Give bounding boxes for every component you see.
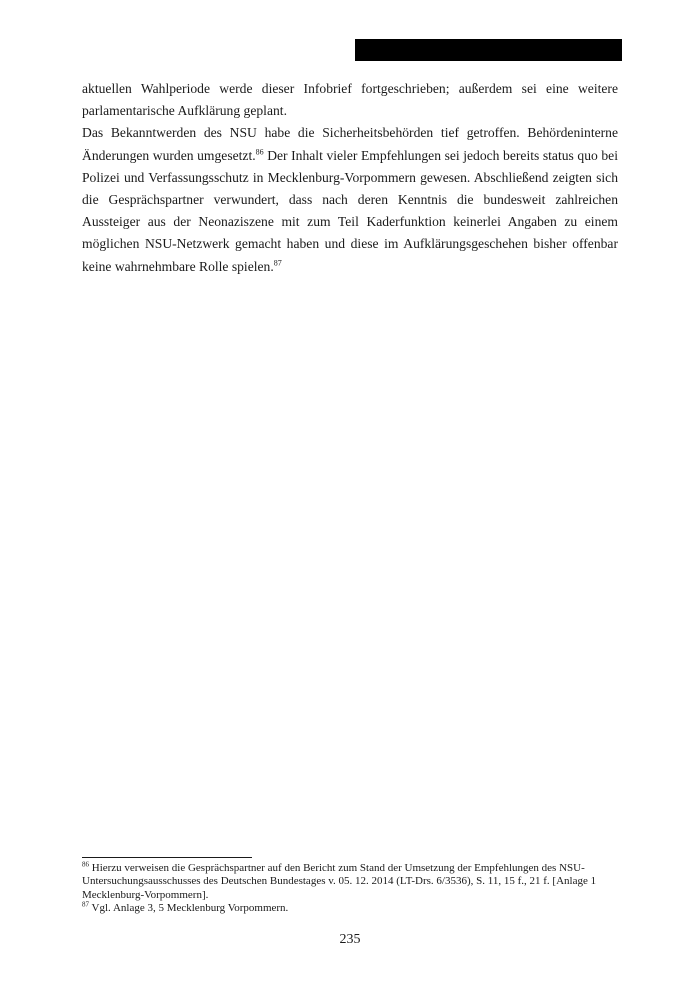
footnote-87 — [82, 902, 618, 915]
paragraph-2-part-a: Das Bekanntwerden des NSU habe die Sicherheitsbehörden tief getroffen. Behördeninterne Änderungen wurden umgesetzt. — [82, 125, 618, 163]
paragraph-1: aktuellen Wahlperiode werde dieser Infobrief fortgeschrieben; außerdem sei eine weitere parlamentarische Aufklärung geplant. — [82, 81, 618, 119]
footnotes — [82, 862, 618, 916]
footnote-text: Vgl. Anlage 3, 5 Mecklenburg Vorpommern. — [89, 902, 289, 915]
redaction-bar — [355, 39, 622, 61]
footnote-86 — [82, 862, 618, 902]
footnote-ref-86[interactable]: 86 — [255, 147, 264, 157]
footnote-number: 87 — [82, 900, 89, 909]
paragraph-2 — [82, 122, 618, 277]
page-number: 235 — [339, 932, 361, 947]
footnote-divider — [82, 857, 252, 858]
paragraph-2-part-b: Der Inhalt vieler Empfehlungen sei jedoch bereits status quo bei Polizei und Verfassungsschutz in Mecklenburg-Vorpommern gewesen. Abschließend zeigten sich die Gesprächspartner verwundert, dass nach deren Kenntnis die bundesweit zahlreichen Aussteiger aus der Neonaziszene mit zum Teil Kaderfunktion keinerlei Angaben zu einem möglichen NSU-Netzwerk gemacht haben und diese im Aufklärungsgeschehen bisher offenbar keine wahrnehmbare Rolle spielen. — [82, 147, 618, 274]
footnote-text: Hierzu verweisen die Gesprächspartner auf den Bericht zum Stand der Umsetzung der Empfehlungen des NSU-Untersuchungsausschusses des Deutschen Bundestages v. 05. 12. 2014 (LT-Drs. 6/3536), S. 11, 15 f., 21 f. [Anlage 1 Mecklenburg-Vorpommern]. — [82, 862, 597, 901]
footnote-number: 86 — [82, 860, 89, 869]
footnote-ref-87[interactable]: 87 — [273, 258, 282, 268]
body-text — [82, 78, 618, 278]
